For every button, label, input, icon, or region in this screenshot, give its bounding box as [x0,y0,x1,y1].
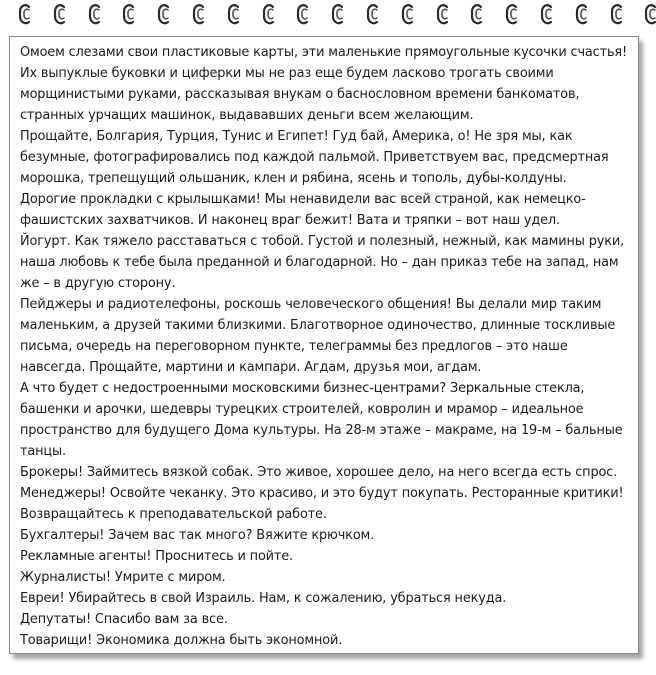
spiral-ring-icon [575,2,589,28]
paragraph: Бухгалтеры! Зачем вас так много? Вяжите крючком. [20,528,375,543]
paragraph: Йогурт. Как тяжело расставаться с тобой. Густой и полезный, нежный, как мамины руки, наша любовь к тебе была преданной и благодарной. Но – дан приказ тебе на запад, нам же – в другую сторону. [20,234,625,291]
spiral-ring-icon [262,2,276,28]
paragraph: Товарищи! Экономика должна быть экономной. [20,633,343,648]
spiral-ring-icon [296,2,310,28]
spiral-ring-icon [366,2,380,28]
paragraph: Омоем слезами свои пластиковые карты, эти маленькие прямоугольные кусочки счастья! Их выпуклые буковки и циферки мы не раз еще будем ласково трогать своими морщинистыми руками, рассказывая внукам о баснословном времени банкоматов, странных урчащих машинок, выдававших деньги всем желающим. [20,45,628,123]
paragraph: Депутаты! Спасибо вам за все. [20,612,228,627]
paragraph: Пейджеры и радиотелефоны, роскошь человеческого общения! Вы делали мир таким маленьким, а друзей такими близкими. Благотворное одиночество, длинные тоскливые письма, очередь на переговорном пункте, телеграммы без предлогов – это наше навсегда. Прощайте, мартини и кампари. Агдам, друзья мои, агдам. [20,297,616,375]
paragraph: Прощайте, Болгария, Турция, Тунис и Египет! Гуд бай, Америка, о! Не зря мы, как безумные, фотографировались под каждой пальмой. Приветствуем вас, предсмертная морошка, трепещущий ольшаник, клен и рябина, ясень и тополь, дубы-колдуны. [20,129,609,186]
spiral-ring-icon [610,2,624,28]
paragraph: Дорогие прокладки с крылышками! Мы ненавидели вас всей страной, как немецко-фашистских захватчиков. И наконец враг бежит! Вата и тряпки – вот наш удел. [20,192,586,228]
spiral-ring-icon [88,2,102,28]
paragraph: Менеджеры! Освойте чеканку. Это красиво, и это будут покупать. Ресторанные критики! Возвращайтесь к преподавательской работе. [20,486,624,522]
document-text [20,42,632,651]
spiral-ring-icon [540,2,554,28]
spiral-ring-icon [401,2,415,28]
paragraph: А что будет с недостроенными московскими бизнес-центрами? Зеркальные стекла, башенки и арочки, шедевры турецких строителей, ковролин и мрамор – идеальное пространство для будущего Дома культуры. На 28-м этаже – макраме, на 19-м – бальные танцы. [20,381,623,459]
paragraph: Журналисты! Умрите с миром. [20,570,226,585]
spiral-ring-icon [53,2,67,28]
spiral-ring-icon [227,2,241,28]
spiral-ring-icon [331,2,345,28]
paragraph: Рекламные агенты! Проснитесь и пойте. [20,549,294,564]
spiral-ring-icon [470,2,484,28]
spiral-ring-icon [644,2,656,28]
paper-sheet [9,36,639,654]
spiral-ring-icon [505,2,519,28]
paragraph: Евреи! Убирайтесь в свой Израиль. Нам, к сожалению, убраться некуда. [20,591,507,606]
spiral-ring-icon [122,2,136,28]
spiral-binding [0,0,656,30]
spiral-ring-icon [192,2,206,28]
spiral-ring-icon [157,2,171,28]
paragraph: Брокеры! Займитесь вязкой собак. Это живое, хорошее дело, на него всегда есть спрос. [20,465,618,480]
spiral-ring-icon [18,2,32,28]
spiral-ring-icon [436,2,450,28]
